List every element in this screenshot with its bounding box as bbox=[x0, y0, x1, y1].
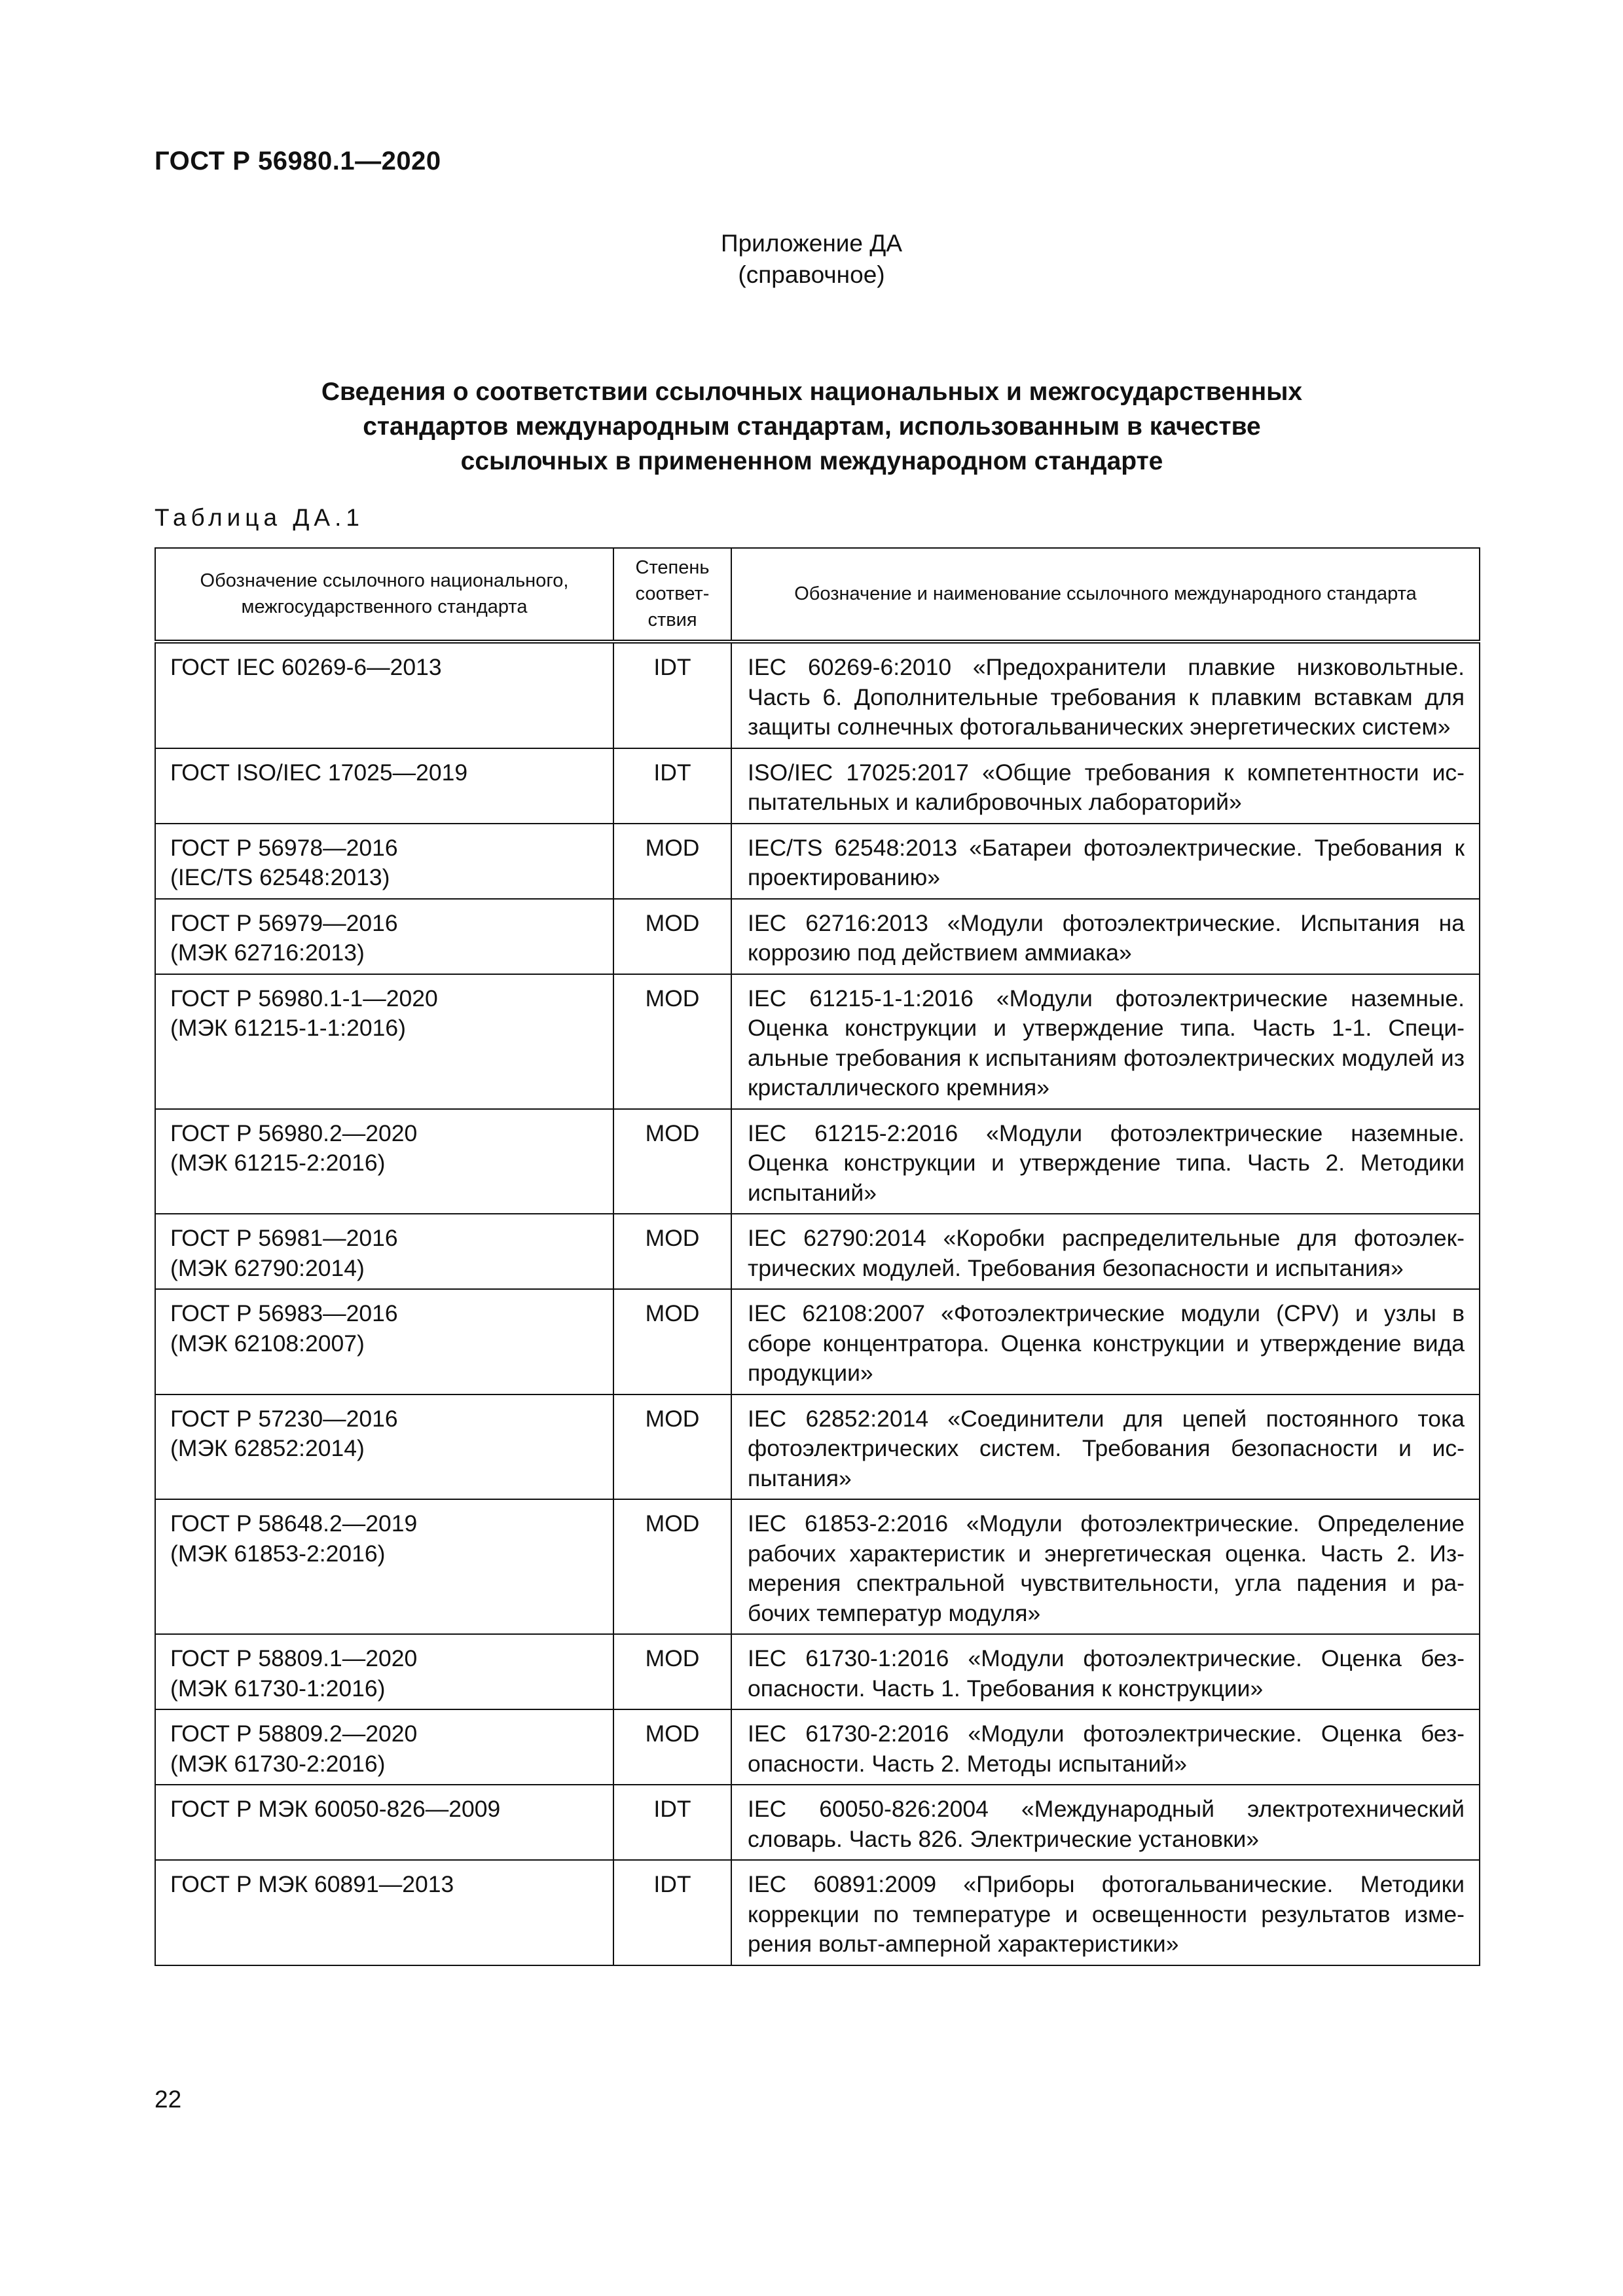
appendix-type: (справочное) bbox=[738, 261, 885, 288]
national-standard-designation: ГОСТ Р 58809.1—2020 bbox=[170, 1645, 418, 1671]
heading-line: ссылочных в примененном международном стандарте bbox=[460, 447, 1163, 475]
international-standard-cell: IEC 62852:2014 «Соединители для цепей постоянного тока фотоэлектрических систем. Требования безопасности и испытания» bbox=[731, 1394, 1480, 1500]
national-standard-cell bbox=[155, 1860, 613, 1965]
international-standard-cell: IEC/TS 62548:2013 «Батареи фотоэлектрические. Требования к проектированию» bbox=[731, 824, 1480, 899]
table-row bbox=[155, 974, 1480, 1109]
table-row bbox=[155, 1785, 1480, 1860]
national-standard-cell bbox=[155, 974, 613, 1109]
national-standard-designation: ГОСТ Р 56978—2016 bbox=[170, 834, 398, 861]
table-row bbox=[155, 824, 1480, 899]
table-row bbox=[155, 1709, 1480, 1785]
column-header-degree: Степень соответствия bbox=[613, 548, 731, 642]
table-row bbox=[155, 1214, 1480, 1289]
national-standard-designation: (МЭК 61853-2:2016) bbox=[170, 1540, 386, 1567]
national-standard-cell bbox=[155, 1289, 613, 1394]
table-row bbox=[155, 1634, 1480, 1709]
international-standard-cell: IEC 61215-2:2016 «Модули фотоэлектрические наземные. Оценка конструкции и утверждение типа. Часть 2. Методики испытаний» bbox=[731, 1109, 1480, 1214]
national-standard-cell bbox=[155, 1709, 613, 1785]
national-standard-cell bbox=[155, 1109, 613, 1214]
national-standard-designation: ГОСТ Р 57230—2016 bbox=[170, 1405, 398, 1432]
degree-cell: MOD bbox=[613, 899, 731, 974]
national-standard-designation: ГОСТ Р МЭК 60891—2013 bbox=[170, 1871, 454, 1897]
page-number: 22 bbox=[155, 2086, 182, 2113]
table-row bbox=[155, 642, 1480, 748]
national-standard-cell bbox=[155, 1634, 613, 1709]
international-standard-cell: IEC 62108:2007 «Фотоэлектрические модули (CPV) и узлы в сборе концентратора. Оценка конструкции и утверждение вида продукции» bbox=[731, 1289, 1480, 1394]
national-standard-designation: (МЭК 62108:2007) bbox=[170, 1330, 365, 1357]
table-header-row bbox=[155, 548, 1480, 642]
national-standard-cell bbox=[155, 1499, 613, 1634]
international-standard-cell: IEC 61730-1:2016 «Модули фотоэлектрические. Оценка безопасности. Часть 1. Требования к конструкции» bbox=[731, 1634, 1480, 1709]
national-standard-designation: (МЭК 61215-1-1:2016) bbox=[170, 1015, 406, 1041]
national-standard-designation: ГОСТ Р 58809.2—2020 bbox=[170, 1721, 418, 1747]
degree-cell: MOD bbox=[613, 1289, 731, 1394]
national-standard-designation: (IEC/TS 62548:2013) bbox=[170, 864, 390, 890]
national-standard-cell bbox=[155, 1214, 613, 1289]
degree-cell: MOD bbox=[613, 1214, 731, 1289]
degree-cell: MOD bbox=[613, 1109, 731, 1214]
international-standard-cell: IEC 61215-1-1:2016 «Модули фотоэлектрические наземные. Оценка конструкции и утверждение типа. Часть 1-1. Специальные требования к испытаниям фотоэлектрических модулей из кристаллического кремния» bbox=[731, 974, 1480, 1109]
degree-cell: IDT bbox=[613, 748, 731, 824]
heading-line: стандартов международным стандартам, использованным в качестве bbox=[363, 412, 1261, 441]
degree-cell: IDT bbox=[613, 1785, 731, 1860]
national-standard-designation: (МЭК 61730-2:2016) bbox=[170, 1750, 386, 1777]
degree-cell: MOD bbox=[613, 1634, 731, 1709]
document-id: ГОСТ Р 56980.1—2020 bbox=[155, 147, 441, 175]
international-standard-cell: IEC 62716:2013 «Модули фотоэлектрические. Испытания на коррозию под действием аммиака» bbox=[731, 899, 1480, 974]
national-standard-designation: (МЭК 61730-1:2016) bbox=[170, 1675, 386, 1702]
international-standard-cell: ISO/IEC 17025:2017 «Общие требования к компетентности испытательных и калибровочных лабораторий» bbox=[731, 748, 1480, 824]
table-row bbox=[155, 1499, 1480, 1634]
table-row bbox=[155, 748, 1480, 824]
national-standard-cell bbox=[155, 1394, 613, 1500]
table-row bbox=[155, 1289, 1480, 1394]
appendix-title-block bbox=[0, 228, 1623, 291]
national-standard-designation: ГОСТ Р 56979—2016 bbox=[170, 909, 398, 936]
national-standard-designation: (МЭК 62790:2014) bbox=[170, 1254, 365, 1281]
section-heading bbox=[196, 374, 1427, 479]
column-header-international: Обозначение и наименование ссылочного международного стандарта bbox=[731, 548, 1480, 642]
national-standard-designation: ГОСТ Р МЭК 60050-826—2009 bbox=[170, 1796, 501, 1822]
degree-cell: MOD bbox=[613, 1394, 731, 1500]
national-standard-cell bbox=[155, 748, 613, 824]
table-caption: Таблица ДА.1 bbox=[155, 504, 364, 531]
standards-table bbox=[155, 547, 1480, 1966]
national-standard-designation: ГОСТ Р 56980.1-1—2020 bbox=[170, 985, 438, 1011]
heading-line: Сведения о соответствии ссылочных национальных и межгосударственных bbox=[321, 378, 1303, 406]
national-standard-designation: (МЭК 62716:2013) bbox=[170, 939, 365, 966]
national-standard-cell bbox=[155, 642, 613, 748]
national-standard-designation: ГОСТ Р 56980.2—2020 bbox=[170, 1120, 418, 1146]
international-standard-cell: IEC 60050-826:2004 «Международный электротехнический словарь. Часть 826. Электрические установки» bbox=[731, 1785, 1480, 1860]
national-standard-designation: ГОСТ Р 56983—2016 bbox=[170, 1300, 398, 1326]
international-standard-cell: IEC 60269-6:2010 «Предохранители плавкие низковольтные. Часть 6. Дополнительные требования к плавким вставкам для защиты солнечных фотогальванических энергетических систем» bbox=[731, 642, 1480, 748]
national-standard-designation: (МЭК 62852:2014) bbox=[170, 1435, 365, 1461]
degree-cell: MOD bbox=[613, 1499, 731, 1634]
table-row bbox=[155, 1394, 1480, 1500]
degree-cell: IDT bbox=[613, 642, 731, 748]
table-body bbox=[155, 642, 1480, 1965]
national-standard-designation: ГОСТ IEC 60269-6—2013 bbox=[170, 654, 442, 680]
national-standard-cell bbox=[155, 899, 613, 974]
appendix-title: Приложение ДА bbox=[720, 230, 903, 257]
national-standard-cell bbox=[155, 824, 613, 899]
national-standard-designation: ГОСТ Р 56981—2016 bbox=[170, 1225, 398, 1251]
national-standard-designation: (МЭК 61215-2:2016) bbox=[170, 1150, 386, 1176]
degree-cell: MOD bbox=[613, 974, 731, 1109]
international-standard-cell: IEC 62790:2014 «Коробки распределительные для фотоэлектрических модулей. Требования безопасности и испытания» bbox=[731, 1214, 1480, 1289]
degree-cell: MOD bbox=[613, 824, 731, 899]
national-standard-cell bbox=[155, 1785, 613, 1860]
international-standard-cell: IEC 61853-2:2016 «Модули фотоэлектрические. Определение рабочих характеристик и энергетическая оценка. Часть 2. Измерения спектральной чувствительности, угла падения и рабочих температур модуля» bbox=[731, 1499, 1480, 1634]
national-standard-designation: ГОСТ Р 58648.2—2019 bbox=[170, 1510, 418, 1537]
international-standard-cell: IEC 61730-2:2016 «Модули фотоэлектрические. Оценка безопасности. Часть 2. Методы испытаний» bbox=[731, 1709, 1480, 1785]
table-row bbox=[155, 899, 1480, 974]
table-row bbox=[155, 1109, 1480, 1214]
degree-cell: IDT bbox=[613, 1860, 731, 1965]
table-row bbox=[155, 1860, 1480, 1965]
degree-cell: MOD bbox=[613, 1709, 731, 1785]
international-standard-cell: IEC 60891:2009 «Приборы фотогальванические. Методики коррекции по температуре и освещенности результатов измерения вольт-амперной характеристики» bbox=[731, 1860, 1480, 1965]
national-standard-designation: ГОСТ ISO/IEC 17025—2019 bbox=[170, 759, 468, 786]
column-header-national: Обозначение ссылочного национального, межгосударственного стандарта bbox=[155, 548, 613, 642]
